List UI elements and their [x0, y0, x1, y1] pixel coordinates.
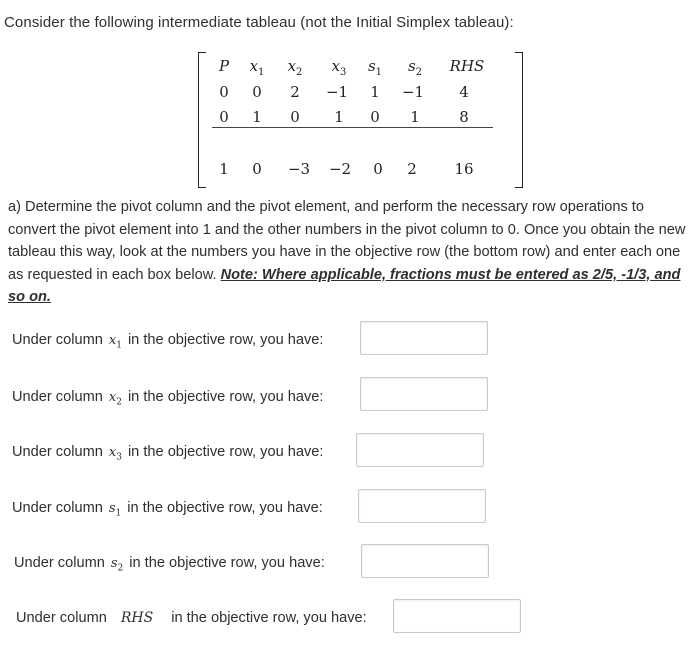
row2-s1: 0	[370, 108, 380, 126]
var-x2: $x_2$	[108, 390, 122, 408]
header-s1: $s_1$	[367, 57, 383, 78]
row-suffix: in the objective row, you have:	[127, 332, 324, 348]
row1-x3: −1	[325, 83, 349, 101]
var-rhs: RHS	[120, 610, 154, 626]
row-suffix: in the objective row, you have:	[127, 444, 324, 460]
row2-x3: 1	[334, 108, 344, 126]
objective-divider	[212, 127, 493, 128]
row1-rhs: 4	[459, 83, 469, 101]
row2-x1: 1	[252, 108, 262, 126]
row-suffix: in the objective row, you have:	[171, 610, 367, 626]
row-prefix: Under column	[12, 444, 103, 460]
right-bracket	[515, 52, 523, 188]
var-s1: $s_1$	[108, 501, 122, 519]
row1-s1: 1	[370, 83, 380, 101]
row1-s2: −1	[401, 83, 425, 101]
obj-s2: 2	[407, 160, 417, 178]
obj-x1: 0	[252, 160, 262, 178]
obj-x3: −2	[328, 160, 352, 178]
fraction-note: Note: Where applicable, fractions must be entered as 2/5, -1/3, and so on.	[8, 266, 681, 305]
answer-row-s2	[14, 555, 325, 574]
obj-rhs: 16	[454, 160, 474, 178]
header-x3: $x_3$	[331, 57, 347, 78]
answer-input-x1[interactable]	[360, 321, 488, 355]
row1-x2: 2	[290, 83, 300, 101]
header-rhs: RHS	[449, 57, 485, 75]
row-suffix: in the objective row, you have:	[129, 555, 325, 571]
row2-s2: 1	[410, 108, 420, 126]
answer-input-s2[interactable]	[361, 544, 489, 578]
var-x3: $x_3$	[108, 445, 122, 463]
row-prefix: Under column	[16, 610, 107, 626]
obj-s1: 0	[373, 160, 383, 178]
answer-row-rhs	[16, 610, 367, 626]
answer-row-s1	[12, 500, 323, 519]
row-prefix: Under column	[12, 500, 103, 516]
obj-x2: −3	[287, 160, 311, 178]
header-x2: $x_2$	[287, 57, 303, 78]
row-prefix: Under column	[14, 555, 105, 571]
part-a-text: a) Determine the pivot column and the pivot element, and perform the necessary row operations to convert the pivot element into 1 and the other numbers in the pivot column to 0. Once you obtain the new tableau this way, look at the numbers you have in the objective row (the bottom row) and enter each one as requested in each box below.	[8, 199, 686, 283]
intro-text: Consider the following intermediate tableau (not the Initial Simplex tableau):	[4, 14, 514, 31]
answer-row-x2	[12, 389, 323, 408]
answer-input-x2[interactable]	[360, 377, 488, 411]
row-prefix: Under column	[12, 332, 103, 348]
header-p: P	[218, 57, 230, 75]
row1-p: 0	[219, 83, 229, 101]
row2-p: 0	[219, 108, 229, 126]
obj-p: 1	[219, 160, 229, 178]
header-s2: $s_2$	[407, 57, 423, 78]
answer-input-rhs[interactable]	[393, 599, 521, 633]
row1-x1: 0	[252, 83, 262, 101]
var-s2: $s_2$	[110, 556, 124, 574]
answer-row-x3	[12, 444, 323, 463]
row-suffix: in the objective row, you have:	[127, 500, 323, 516]
row-prefix: Under column	[12, 389, 103, 405]
answer-row-x1	[12, 332, 323, 351]
answer-input-s1[interactable]	[358, 489, 486, 523]
var-x1: $x_1$	[108, 333, 122, 351]
row-suffix: in the objective row, you have:	[127, 389, 324, 405]
question-text	[8, 196, 692, 309]
row2-rhs: 8	[459, 108, 469, 126]
answer-input-x3[interactable]	[356, 433, 484, 467]
header-x1: $x_1$	[249, 57, 265, 78]
simplex-tableau	[198, 52, 523, 188]
row2-x2: 0	[290, 108, 300, 126]
